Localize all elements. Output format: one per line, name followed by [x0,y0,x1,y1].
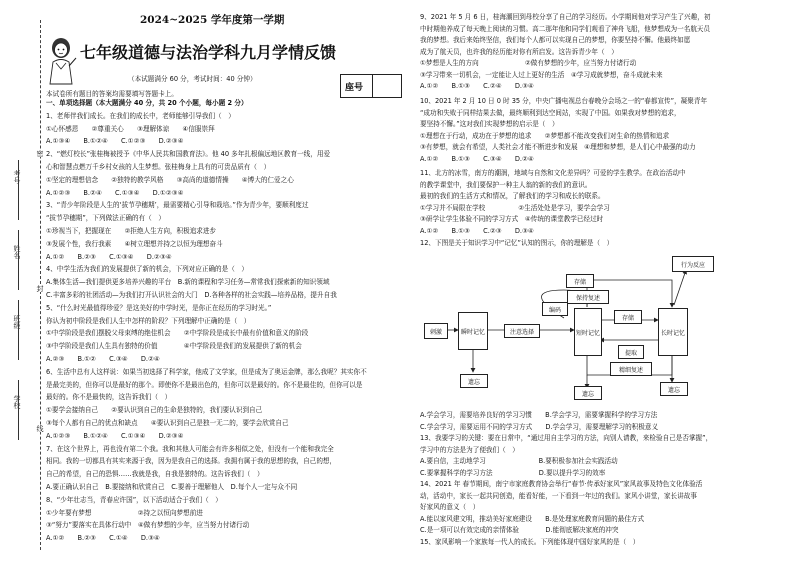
question-line: 要坚持不懈。”这对我们实现梦想的启示是（ ） [420,120,559,128]
diagram-forget-1: 遗忘 [460,374,488,388]
question-line: 2、“燃灯校长”张桂梅被授予《中华人民共和国教育法》。他 40 多年扎根偏远地区教育一线，用爱 [46,150,331,159]
question-line: ①中学阶段是我们摆脱父母束缚的绝佳机会 ②中学阶段是成长中最有价值和意义的阶段 [46,329,309,338]
answer-options[interactable]: A.学会学习，需要培养良好的学习习惯 B.学会学习，需要掌握科学的学习方法 [420,411,658,419]
question-line: 相同。我的一切都具有其实来源于我，因为是我自己的选择。我拥有属于我的思想的我，自己的想， [46,457,337,466]
diagram-behavior: 行为反应 [672,256,714,272]
right-column-lower [420,410,788,555]
question-line: 是最完美的，但你可以是最好的那个。即使你不是最出色的，但你可以是最好的。你不是最佳的，但你可以是 [46,380,363,389]
question-line: “成功和失败于同样结果去做，最终顺利到达空间站，实现了中国。如果我对梦想的追求， [420,108,681,117]
answer-options[interactable]: A.①② B.①③ C.②③ D.③④ [420,226,534,235]
answer-options[interactable]: C.是一项可以有效完成的亲情体验 D.能彻底解决家庭的冲突 [420,526,619,534]
question-line: 你认为初中阶段是我们人生中怎样的阶段？下列理解中正确的是（ ） [46,316,251,325]
question-line: 5、“什么时光最值得珍爱？是这美好的中学时光，是你正在经历的学习时光。” [46,303,272,312]
question-line: ③研学让学生体验不同的学习方式 ④传统的课堂教学已经过时 [420,215,604,223]
question-line: 成为了航天员，也许我的经历能对你有所启发。这告诉青少年（ ） [420,47,618,56]
answer-options[interactable]: A.①② B.②③ C.①④ D.③④ [46,534,160,543]
question-line: 心和智慧点燃万千乡村女孩的人生梦想。张桂梅身上具有的可贵品质有（ ） [46,163,271,171]
answer-options[interactable]: A.能以家风建文明，推动美好家庭建设 B.是处理家庭教育问题的最佳方式 [420,514,645,523]
diagram-short-term-memory: 短时记忆 [574,308,602,356]
question-line: 6、生活中总有人这样说：如果当初选择了科学家，他成了文学家，但是成为了奥运金牌，那么我呢？其实你不 [46,367,367,376]
seal-char-xian: 线 [36,425,44,432]
question-line: 1、老师伴我们成长。在我们的成长中，老师能够引导我们（ ） [46,111,235,120]
question-line: 8、“少年壮志当，青春应许国”，以下活动适合于我们（ ） [46,495,222,504]
question-line: 3、“青少年阶段是人生的‘拔节孕穗期’，最需要精心引导和栽培。”作为青少年，要顺利度过 [46,201,309,210]
question-line: 好家风的意义（ ） [420,503,480,511]
answer-options[interactable]: A.①③④ B.①②④ C.①②③ D.②③④ [46,137,184,146]
question-line: 中时期他养成了每天晚上阅读的习惯。高二那年他和同学们观看了神舟飞船，他梦想成为一名航天员 [420,24,711,33]
question-line: 的教学课堂中，我们要保护一种主人翁的新的我们的意识。 [420,180,592,189]
answer-options[interactable]: A.①② B.②③ C.①③④ D.②③④ [46,252,172,261]
exam-meta: （本试题满分 60 分，考试时间：40 分钟） [128,75,257,83]
answer-options[interactable]: A.①②③ B.②④ C.①③④ D.①②③④ [46,188,184,197]
answer-line-4[interactable] [18,380,20,440]
seat-divider [372,74,373,98]
question-line: 13、我要学习的关键：要在日常中，“通过用自主学习的方法，向别人请教，来检验自己是否掌握”， [420,434,713,442]
answer-sheet-note: 本试卷所有题目的答案均需要填写答题卡上。 [46,90,178,98]
question-line: 最好的。你不是最快的，这告诉我们（ ） [46,393,172,402]
question-line: 7、在这个世界上，再也没有第二个我。我和其他人可能会有许多相似之处，但没有一个能和我完全 [46,444,334,453]
answer-options[interactable]: A.②③ B.①② C.③④ D.②④ [46,355,160,363]
school-label: 学校 [13,395,21,409]
question-line: 14、2021 年 春节期间，南宁市家庭教育协会举行“春节·传承好家风”家风故事及特色文化体验活 [420,480,703,488]
answer-options[interactable]: C.丰富多彩的社团活动—为我们打开认识社会的大门 D.各种各样的社会实践—培养品格，提升自我 [46,291,337,299]
question-line: “拔节孕穗期”，下列做法正确的有（ ） [46,214,165,223]
diagram-stimulus: 刺激 [424,323,448,339]
question-line: ①少年要有梦想 ②持之以恒向梦想前进 [46,508,203,517]
answer-options[interactable]: C.要掌握科学的学习方法 D.要以提升学习的效率 [420,468,606,477]
question-line: 9、2021 年 5 月 6 日，桂海潮回到母校分享了自己的学习经历。小学期间他对学习产生了兴趣，初 [420,13,711,21]
question-line: ③“努力”要落实在具体行动中 ④做有梦想的少年，应当努力付诸行动 [46,521,250,530]
exam-number-label: 考号 [13,170,21,184]
answer-options[interactable]: A.①② B.①③ C.③④ D.②④ [420,154,534,163]
diagram-forget-3: 遗忘 [660,382,688,396]
diagram-store-top: 存储 [566,274,594,288]
diagram-rehearse: 保持复述 [567,290,609,304]
question-line: ①珍视当下，把握现在 ②拒绝人生方向，积极追求进步 [46,227,217,235]
question-line: ①理想在于行动，成功在于梦想的追求 ②梦想都不能改变我们对生命的热情和追求 [420,131,670,140]
question-line: 11、北方的冰雪，南方的潮润，地域与自然和文化差异吗？可爱的学生教学。在政治活动中 [420,169,686,177]
seat-number-label: 座号 [345,83,364,93]
answer-options[interactable]: A.①② B.①③ C.②④ D.③④ [420,82,534,90]
diagram-long-term-memory: 长时记忆 [658,308,688,356]
answer-line-3[interactable] [18,300,20,360]
diagram-forget-2: 遗忘 [574,386,602,400]
answer-options[interactable]: A.要正确认识自己 B.要接纳和欣赏自己 C.要善于理解他人 D.每个人一定与众不同 [46,483,298,491]
question-line: 12、下图是关于知识学习中“记忆”认知的图示，你的理解是（ ） [420,239,614,247]
question-line: ③学习带来一切机会，一定能让人过上更好的生活 ④学习成就梦想，奋斗成就未来 [420,70,663,79]
answer-line-1[interactable] [18,160,20,220]
question-line: ①坚定的理想信念 ②独特的教学风格 ③高尚的道德情操 ④博大的仁爱之心 [46,175,294,184]
question-line: ①学习并不局限在学校 ②生活处处是学习，要学会学习 [420,203,610,212]
question-line: ①梦想是人生的方向 ②做有梦想的少年，应当努力付诸行动 [420,59,637,67]
question-line: 动，活动中，家长一起共同创造，能看好能，一下看到一年过的我们。家风小讲堂，家长讲故事 [420,491,697,500]
diagram-fine-rehearse: 精细复述 [610,362,652,376]
answer-options[interactable]: A.①②③ B.①②④ C.①③④ D.②③④ [46,431,184,440]
answer-options[interactable]: C.学会学习，需要运用不同的学习方式 D.学会学习，需要理解学习的积极意义 [420,422,659,431]
question-line: ①心怀感恩 ②尊重关心 ③理解体谅 ④信服崇拜 [46,124,215,133]
question-line: 4、中学生活为我们的发展提供了新的机会，下列对应正确的是（ ） [46,265,249,274]
question-line: ③有梦想，就会有希望，人类社会才能不断进步和发展 ④理想和梦想，是人们心中最强的动力 [420,143,696,151]
section-heading: 一、单项选择题（本大题满分 40 分，共 20 个小题，每小题 2 分） [46,99,248,107]
exam-title: 七年级道德与法治学科九月学情反馈 [80,43,337,62]
question-line: 最初的我们的生活方式和情况，了解我们的学习和成长的联系。 [420,192,605,200]
question-line: 学习中的方法是为了便我们（ ） [420,445,519,454]
seal-char-feng: 封 [36,285,44,292]
diagram-retrieve: 提取 [618,345,644,359]
question-line: 10、2021 年 2 月 10 日 0 时 35 分，中央广播电视总台春晚分会场之一的“春都宣传”，凝聚青年 [420,97,708,105]
school-year: 2024~2025 学年度第一学期 [140,14,285,26]
question-line: 我的梦想。我后来始终坚信，我们每个人都可以实现自己的梦想，你要坚持不懈。他最终如愿 [420,36,691,44]
question-line: 自己的希望，自己的恐惧……我就是我，自我是独特的。这告诉我们（ ） [46,470,264,479]
answer-options[interactable]: A.要自信，主动地学习 B.要积极参加社会实践活动 [420,457,618,465]
diagram-store-mid: 存储 [614,310,642,324]
left-column [46,98,400,553]
diagram-attention: 注意选择 [504,324,540,338]
question-line: ③发展个性，我行我素 ④树立理想并持之以恒为理想奋斗 [46,239,223,248]
class-label: 班级 [13,315,21,329]
answer-line-2[interactable] [18,230,20,290]
seal-char-mi: 密 [36,150,44,157]
name-label: 姓名 [13,245,21,259]
question-line: 15、家风影响一个家族每一代人的成长。下列能体现中国好家风的是（ ） [420,537,640,546]
question-line: ③每个人都有自己的优点和缺点 ④要认识到自己是独一无二的，要学会欣赏自己 [46,419,289,427]
diagram-encode: 编码 [542,302,568,316]
question-line: ③中学阶段是我们人生具有独特的价值 ④中学阶段是我们的发展提供了新的机会 [46,342,302,351]
diagram-sensory-memory: 瞬时记忆 [458,312,488,350]
memory-diagram [424,250,724,400]
question-line: ①要学会接纳自己 ②要认识到自己的生命是独特的，我们要认识到自己 [46,406,263,415]
teacher-illustration [44,36,78,86]
answer-options[interactable]: A.集体生活—我们提供更多培养兴趣的平台 B.新的课程和学习任务—常常我们探索新的知识领域 [46,278,330,287]
